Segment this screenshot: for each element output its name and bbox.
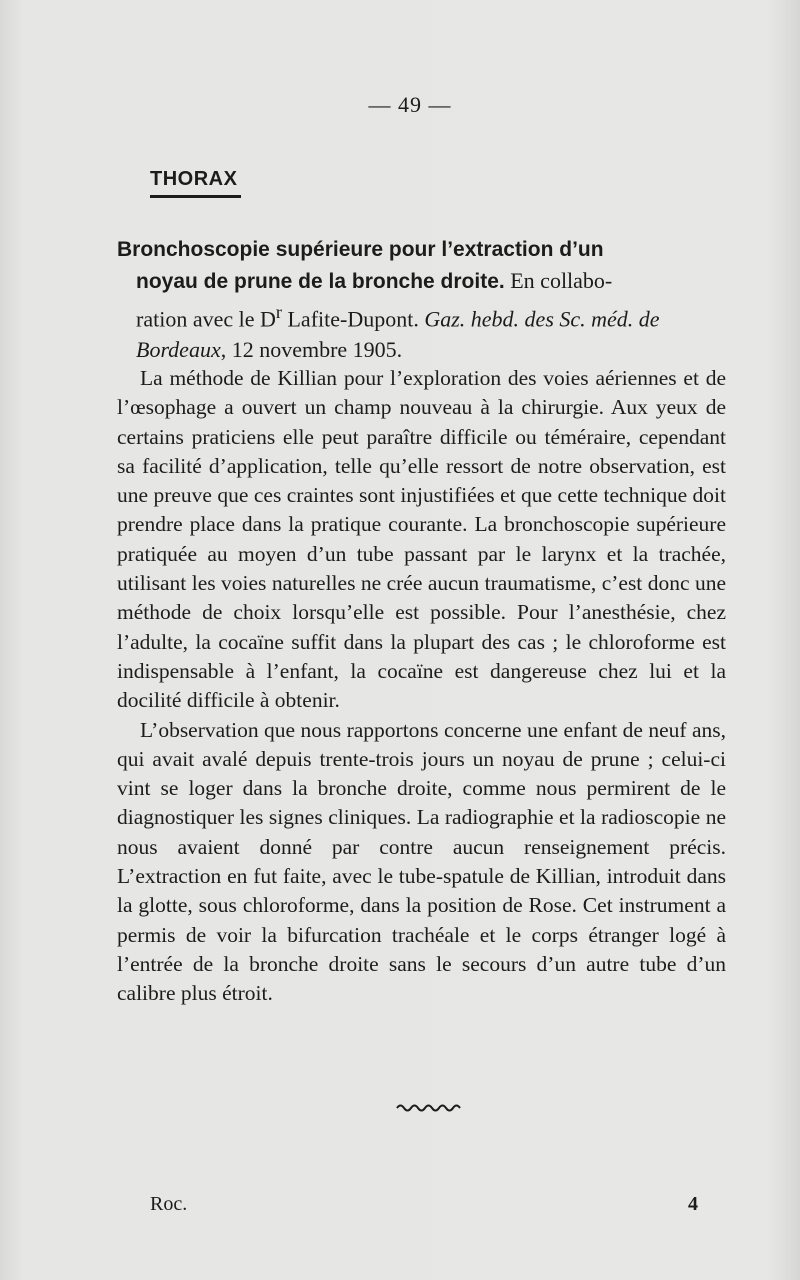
- section-heading-underline: [150, 195, 241, 198]
- footer-signature-left: Roc.: [150, 1193, 188, 1215]
- paragraph-1: La méthode de Killian pour l’exploration des voies aériennes et de l’œsophage a ouvert un champ nouveau à la chirurgie. Aux yeux de certains praticiens elle peut paraître difficile ou téméraire, cependant sa facilité d’application, telle qu’elle ressort de notre observation, est une preuve que ces craintes sont injustifiées et que cette technique doit prendre place dans la pratique courante. La bronchoscopie supérieure pratiquée au moyen d’un tube passant par le larynx et la trachée, utilisant les voies naturelles ne crée aucun traumatisme, c’est donc une méthode de choix lorsqu’elle est possible. Pour l’anesthésie, chez l’adulte, la cocaïne suffit dans la plupart des cas ; le chloroforme est indispensable à l’enfant, la cocaïne est dangereuse chez lui et la docilité difficile à obtenir.: [117, 366, 726, 713]
- entry-title-part-2: noyau de prune de la bronche droite.: [136, 270, 505, 293]
- entry-title-line-2: [117, 265, 726, 297]
- bibliographic-entry: [117, 233, 726, 365]
- entry-collaboration-sup: r: [275, 302, 282, 322]
- entry-journal-1: Gaz. hebd. des Sc. méd. de: [424, 306, 660, 332]
- entry-citation-line-3: [117, 297, 726, 334]
- paragraph-2: L’observation que nous rapportons concerne une enfant de neuf ans, qui avait avalé depuis trente-trois jours un noyau de prune ; celui-ci vint se loger dans la bronche droite, comme nous permirent de le diagnostiquer les signes cliniques. La radiographie et la radioscopie ne nous avaient donné par contre aucun renseignement précis. L’extraction en fut faite, avec le tube-spatule de Killian, introduit dans la glotte, sous chloroforme, dans la position de Rose. Cet instrument a permis de voir la bifurcation trachéale et le corps étranger logé à l’entrée de la bronche droite sans le secours d’un autre tube d’un calibre plus étroit.: [117, 717, 726, 1006]
- entry-collaboration-3: Lafite-Dupont.: [281, 306, 425, 332]
- entry-collaboration-1: En collabo-: [504, 268, 613, 293]
- footer-signature-right: 4: [688, 1193, 698, 1215]
- page-number: — 49 —: [368, 92, 452, 117]
- entry-journal-2: Bordeaux: [136, 337, 221, 363]
- section-heading: THORAX: [150, 168, 238, 190]
- entry-collaboration-2: ration avec le D: [136, 306, 276, 332]
- entry-citation-line-4: [117, 334, 726, 365]
- entry-title-part-1: Bronchoscopie supérieure pour l’extraction d’un: [117, 238, 604, 261]
- wave-ornament-icon: [396, 1102, 462, 1114]
- body-text: [117, 364, 726, 1009]
- entry-title-line-1: [117, 233, 726, 265]
- entry-citation-date: , 12 novembre 1905.: [220, 337, 403, 363]
